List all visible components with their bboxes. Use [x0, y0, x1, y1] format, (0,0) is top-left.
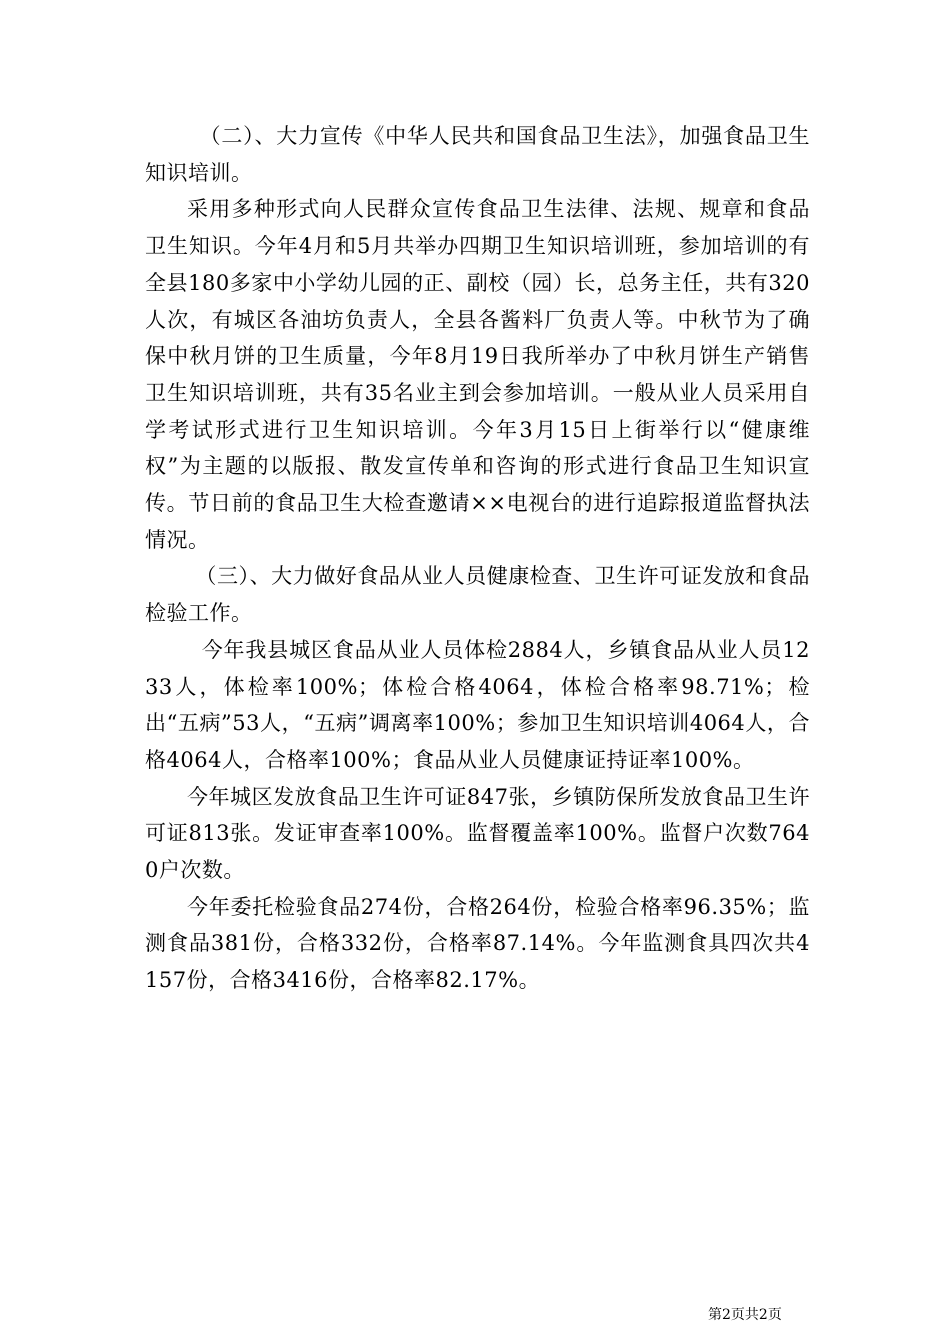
section-3-heading: （三）、大力做好食品从业人员健康检查、卫生许可证发放和食品检验工作。	[145, 564, 810, 626]
section-3-inspection-paragraph: 今年委托检验食品274份，合格264份，检验合格率96.35%；监测食品381份，合格332份，合格率87.14%。今年监测食具四次共4157份，合格3416份，合格率82.17%。	[145, 894, 810, 993]
section-3-health-paragraph: 今年我县城区食品从业人员体检2884人，乡镇食品从业人员1233人，体检率100%；体检合格4064，体检合格率98.71%；检出“五病”53人，“五病”调离率100%；参加卫生知识培训4064人，合格4064人，合格率100%；食品从业人员健康证持证率100%。	[145, 637, 810, 772]
section-2-body: 采用多种形式向人民群众宣传食品卫生法律、法规、规章和食品卫生知识。今年4月和5月共举办四期卫生知识培训班，参加培训的有全县180多家中小学幼儿园的正、副校（园）长，总务主任，共有320人次，有城区各油坊负责人，全县各酱料厂负责人等。中秋节为了确保中秋月饼的卫生质量，今年8月19日我所举办了中秋月饼生产销售卫生知识培训班，共有35名业主到会参加培训。一般从业人员采用自学考试形式进行卫生知识培训。今年3月15日上街举行以“健康维权”为主题的以版报、散发宣传单和咨询的形式进行食品卫生知识宣传。节日前的食品卫生大检查邀请××电视台的进行追踪报道监督执法情况。	[145, 197, 810, 552]
page-number-footer: 第2页共2页	[708, 1307, 782, 1323]
section-3-license-paragraph: 今年城区发放食品卫生许可证847张，乡镇防保所发放食品卫生许可证813张。发证审查率100%。监督覆盖率100%。监督户次数7640户次数。	[145, 784, 810, 883]
document-body	[145, 118, 810, 999]
section-2-heading: （二）、大力宣传《中华人民共和国食品卫生法》，加强食品卫生知识培训。	[145, 124, 810, 185]
